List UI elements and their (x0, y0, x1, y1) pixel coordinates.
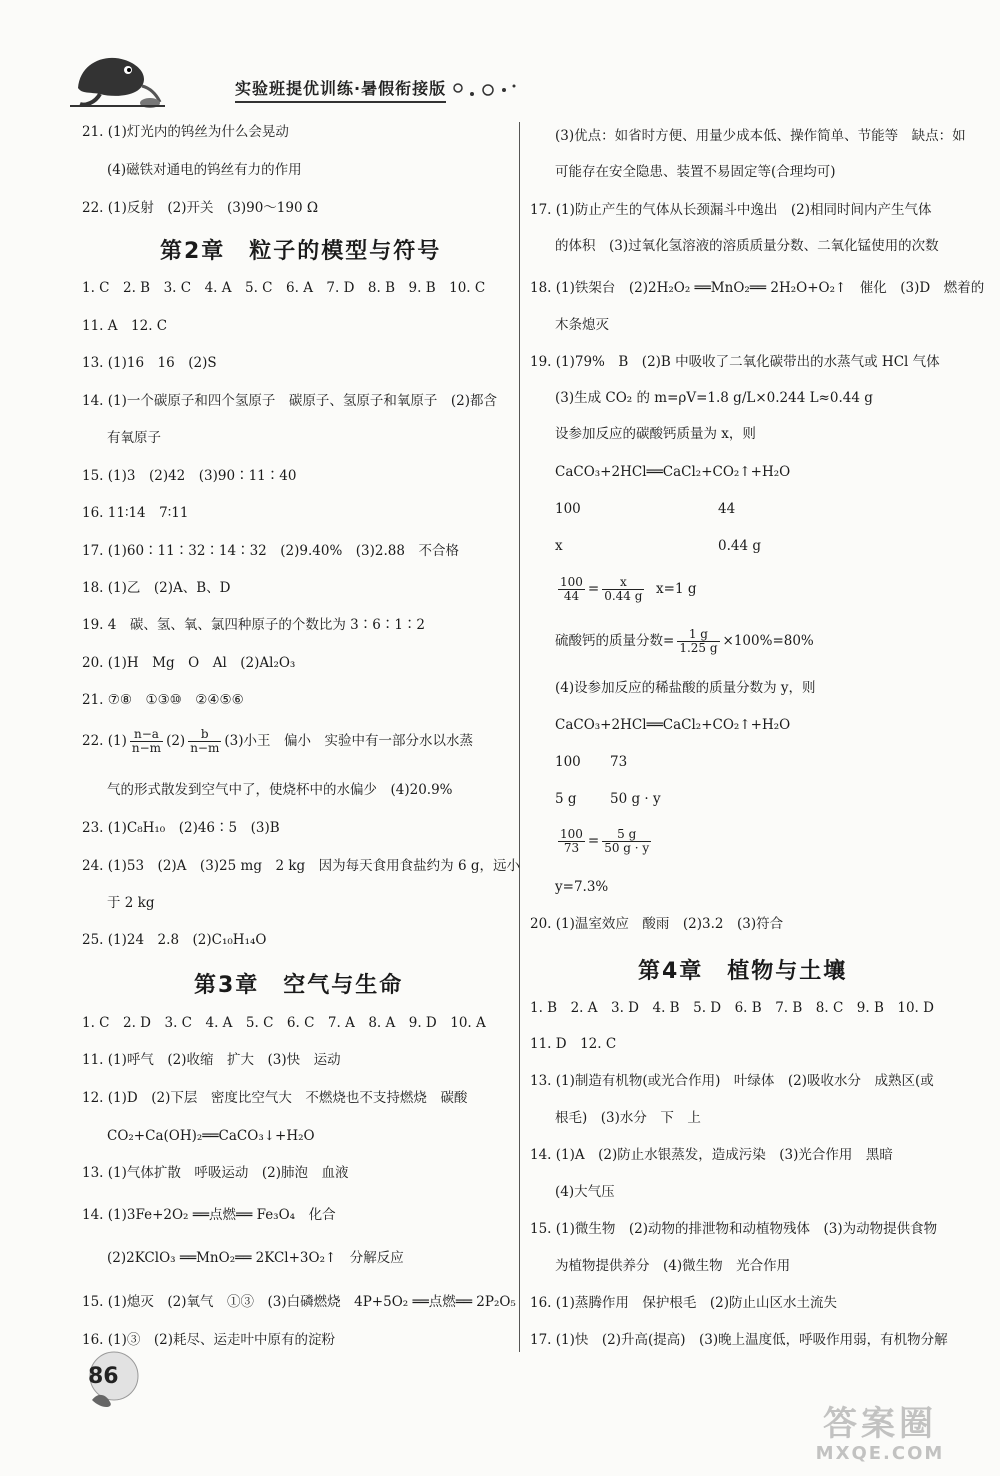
answer-line: 木条熄灭 (555, 317, 609, 333)
fraction-numerator: x (602, 576, 644, 590)
fraction-numerator: 100 (560, 827, 583, 841)
dolphin-mascot-icon (70, 48, 165, 110)
answer-line: 15. (1)3 (2)42 (3)90∶11∶40 (82, 468, 297, 484)
answer-line: 15. (1)微生物 (2)动物的排泄物和动植物残体 (3)为动物提供食物 (530, 1221, 938, 1237)
fraction-denominator: 44 (563, 589, 580, 603)
chapter-heading: 第2章 粒子的模型与符号 (160, 239, 442, 264)
answer-line: 1. C 2. D 3. C 4. A 5. C 6. C 7. A 8. A 9. D 10. A (82, 1015, 486, 1031)
answer-line: 14. (1)3Fe+2O₂ ══点燃══ Fe₃O₄ 化合 (82, 1207, 336, 1223)
answer-text: 硫酸钙的质量分数= (555, 633, 675, 649)
answer-line: (3)优点：如省时方便、用量少成本低、操作简单、节能等 缺点：如 (555, 128, 966, 144)
answer-line: $\frac{100}{44}$ = $\frac{x}{0.44 g}$ x=1 g (560, 575, 697, 603)
answer-line: 19. (1)79% B (2)B 中吸收了二氧化碳带出的水蒸气或 HCl 气体 (530, 354, 940, 370)
answer-line: 可能存在安全隐患、装置不易固定等(合理均可) (555, 164, 836, 180)
fraction (130, 728, 163, 755)
answer-line: CaCO₃+2HCl══CaCl₂+CO₂↑+H₂O (555, 717, 791, 733)
answer-line: 44 (718, 501, 736, 517)
answer-line (82, 728, 473, 755)
column-divider (519, 122, 520, 1352)
fraction-numerator: 5 g (602, 828, 651, 842)
watermark (775, 1405, 985, 1470)
answer-line: $\frac{100}{73}$ = $\frac{5 g}{50 g \cdot y}$ (560, 827, 650, 855)
answer-line: 根毛) (3)水分 下 上 (555, 1110, 701, 1126)
answer-line: 50 g · y (610, 791, 661, 807)
answer-line: 14. (1)一个碳原子和四个氢原子 碳原子、氢原子和氧原子 (2)都含 (82, 393, 498, 409)
decorative-bubbles-icon (450, 80, 530, 100)
page-number: 86 (88, 1364, 119, 1389)
answer-line: 18. (1)乙 (2)A、B、D (82, 580, 231, 596)
answer-line: 25. (1)24 2.8 (2)C₁₀H₁₄O (82, 932, 267, 948)
answer-line: 5 g (555, 791, 577, 807)
fraction-numerator: n−a (130, 728, 163, 742)
watermark-logo-text: 答案圈 (823, 1404, 937, 1444)
answer-line: 14. (1)A (2)防止水银蒸发，造成污染 (3)光合作用 黑暗 (530, 1147, 893, 1163)
fraction-numerator: 1 g (677, 628, 719, 642)
answer-line: 0.44 g (718, 538, 761, 554)
answer-line: 19. 4 碳、氢、氧、氯四种原子的个数比为 3∶6∶1∶2 (82, 617, 425, 633)
fraction (602, 828, 651, 855)
watermark-url: MXQE.COM (815, 1443, 945, 1464)
answer-line: 16. (1)③ (2)耗尽、运走叶中原有的淀粉 (82, 1332, 336, 1348)
answer-line: 21. (1)灯光内的钨丝为什么会晃动 (82, 124, 289, 140)
answer-line: 17. (1)60∶11∶32∶14∶32 (2)9.40% (3)2.88 不合格 (82, 543, 459, 559)
answer-line: 17. (1)防止产生的气体从长颈漏斗中逸出 (2)相同时间内产生气体 (530, 202, 932, 218)
chapter-heading: 第4章 植物与土壤 (638, 959, 848, 984)
answer-line: 13. (1)气体扩散 呼吸运动 (2)肺泡 血液 (82, 1165, 349, 1181)
answer-line: 11. A 12. C (82, 318, 168, 334)
fraction-numerator: b (188, 728, 221, 742)
answer-line: y=7.3% (555, 879, 609, 895)
answer-line: 16. (1)蒸腾作用 保护根毛 (2)防止山区水土流失 (530, 1295, 838, 1311)
answer-line: 1. C 2. B 3. C 4. A 5. C 6. A 7. D 8. B 9. B 10. C (82, 280, 486, 296)
answer-line: 73 (610, 754, 628, 770)
answer-line: 有氧原子 (107, 430, 161, 446)
answer-line: 22. (1)反射 (2)开关 (3)90～190 Ω (82, 200, 319, 216)
answer-line: 17. (1)快 (2)升高(提高) (3)晚上温度低，呼吸作用弱，有机物分解 (530, 1332, 948, 1348)
answer-line: CaCO₃+2HCl══CaCl₂+CO₂↑+H₂O (555, 464, 791, 480)
answer-line: 20. (1)H Mg O Al (2)Al₂O₃ (82, 655, 296, 671)
answer-line: (4)磁铁对通电的钨丝有力的作用 (107, 162, 302, 178)
answer-line: 15. (1)熄灭 (2)氧气 ①③ (3)白磷燃烧 4P+5O₂ ══点燃══ 2P₂O₅ (82, 1294, 516, 1310)
answer-line: (2)2KClO₃ ══MnO₂══ 2KCl+3O₂↑ 分解反应 (107, 1250, 404, 1266)
fraction (677, 628, 719, 655)
page-header (70, 48, 530, 110)
answer-line: 于 2 kg (107, 895, 155, 911)
answer-line: 16. 11∶14 7∶11 (82, 505, 189, 521)
fraction-denominator: n−m (190, 741, 220, 755)
answer-line: (4)设参加反应的稀盐酸的质量分数为 y，则 (555, 680, 816, 696)
answer-text: 22. (1) (82, 733, 127, 749)
answer-line: 为植物提供养分 (4)微生物 光合作用 (555, 1258, 791, 1274)
answer-line: (4)大气压 (555, 1184, 615, 1200)
answer-line: 12. (1)D (2)下层 密度比空气大 不燃烧也不支持燃烧 碳酸 (82, 1090, 468, 1106)
answer-line: 24. (1)53 (2)A (3)25 mg 2 kg 因为每天食用食盐约为 6 g，远小 (82, 858, 520, 874)
fraction (558, 828, 585, 855)
answer-line: 设参加反应的碳酸钙质量为 x，则 (555, 426, 756, 442)
fraction-denominator: n−m (131, 741, 162, 755)
fraction-numerator: 100 (560, 575, 583, 589)
answer-line: 100 (555, 501, 581, 517)
answer-line: 11. D 12. C (530, 1036, 617, 1052)
answer-line: 18. (1)铁架台 (2)2H₂O₂ ══MnO₂══ 2H₂O+O₂↑ 催化 (3)D 燃着的 (530, 280, 985, 296)
answer-line: 23. (1)C₈H₁₀ (2)46∶5 (3)B (82, 820, 280, 836)
series-title: 实验班提优训练·暑假衔接版 (235, 76, 446, 103)
fraction-denominator: 0.44 g (604, 589, 643, 603)
answer-line: 11. (1)呼气 (2)收缩 扩大 (3)快 运动 (82, 1052, 341, 1068)
chapter-heading: 第3章 空气与生命 (194, 973, 404, 998)
answer-line (555, 628, 814, 655)
answer-line: (3)生成 CO₂ 的 m=ρV=1.8 g/L×0.244 L≈0.44 g (555, 390, 873, 406)
answer-line: 20. (1)温室效应 酸雨 (2)3.2 (3)符合 (530, 916, 784, 932)
answer-text: x=1 g (656, 581, 697, 597)
answer-line: 气的形式散发到空气中了，使烧杯中的水偏少 (4)20.9% (107, 782, 453, 798)
answer-text: ×100%=80% (722, 633, 814, 649)
fraction-denominator: 73 (563, 841, 580, 855)
answer-line: 100 (555, 754, 581, 770)
answer-line: 的体积 (3)过氧化氢溶液的溶质质量分数、二氧化锰使用的次数 (555, 238, 939, 254)
fraction (602, 576, 644, 603)
answer-text: (3)小王 偏小 实验中有一部分水以水蒸 (224, 733, 473, 749)
fraction (558, 576, 585, 603)
answer-text: (2) (166, 733, 186, 749)
answer-line: CO₂+Ca(OH)₂══CaCO₃↓+H₂O (107, 1128, 315, 1144)
answer-line: x (555, 538, 563, 554)
answer-line: 13. (1)16 16 (2)S (82, 355, 217, 371)
answer-line: 13. (1)制造有机物(或光合作用) 叶绿体 (2)吸收水分 成熟区(或 (530, 1073, 934, 1089)
fraction-denominator: 1.25 g (679, 641, 718, 655)
answer-line: 1. B 2. A 3. D 4. B 5. D 6. B 7. B 8. C 9. B 10. D (530, 1000, 934, 1016)
answer-line: 21. ⑦⑧ ①③⑩ ②④⑤⑥ (82, 692, 244, 708)
fraction (188, 728, 221, 755)
fraction-denominator: 50 g · y (604, 841, 650, 855)
